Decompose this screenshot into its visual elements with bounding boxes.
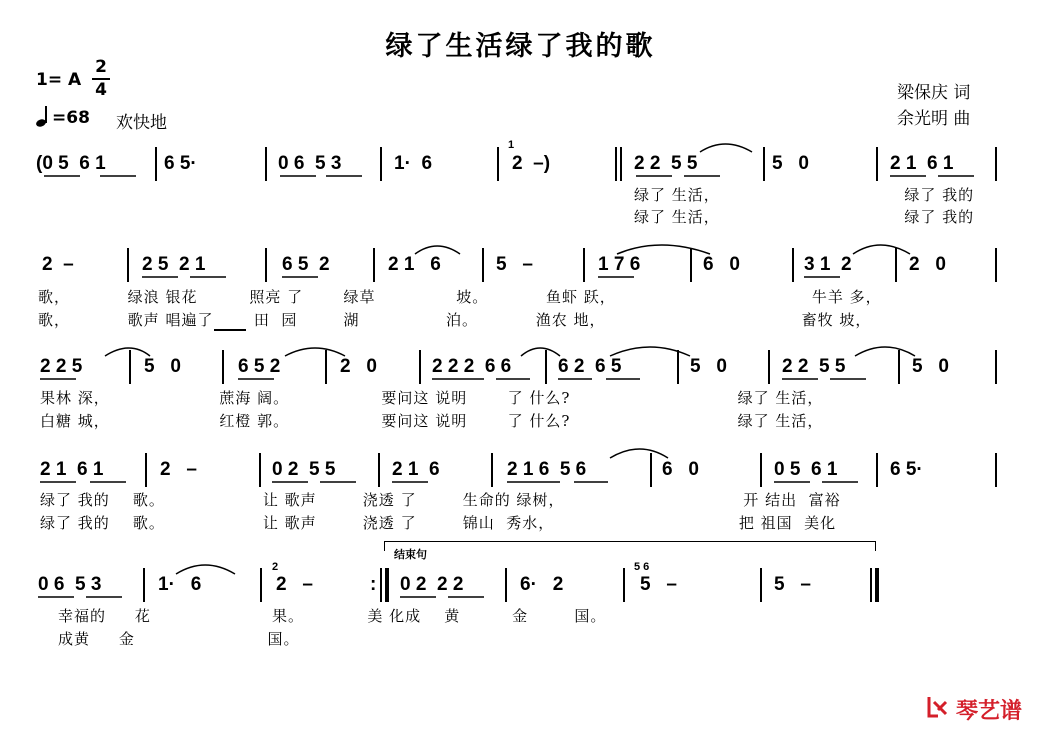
repeat-sign: : [370, 574, 377, 595]
measure-1-1: (0 5 6 1 [36, 153, 106, 174]
measure-4-7: 0 5 6 1 [774, 459, 838, 480]
lyrics-row-1-verse-1: 绿了 生活， 绿了 我的 [634, 186, 975, 204]
lyrics-row-5-verse-1: 幸福的 花 果。 美 化成 黄 金 国。 [58, 607, 607, 625]
lyrics-row-3-verse-1: 果林 深， 蔗海 阔。 要问这 说明 了 什么? 绿了 生活， [40, 389, 824, 407]
measure-4-6: 6 0 [662, 459, 699, 480]
time-signature-top: 2 [95, 57, 107, 77]
volta-1-label: 1 [508, 139, 515, 151]
lyrics-row-5-verse-2: 成黄 金 国。 [58, 630, 300, 648]
measure-5-6: 5 – [640, 574, 677, 595]
measure-2-6: 1 7 6 [598, 254, 641, 275]
measure-3-1: 2 2 5 [40, 356, 83, 377]
measure-3-4: 2 0 [340, 356, 377, 377]
measure-2-7: 6 0 [703, 254, 740, 275]
measure-2-8: 3 1 2 [804, 254, 852, 275]
measure-5-3: 2 – [276, 574, 313, 595]
measure-2-2: 2 5 2 1 [142, 254, 206, 275]
lyrics-row-3-verse-2: 白糖 城， 红橙 郭。 要问这 说明 了 什么? 绿了 生活， [40, 412, 824, 430]
time-signature-bottom: 4 [95, 80, 107, 100]
measure-4-3: 0 2 5 5 [272, 459, 336, 480]
measure-3-7: 5 0 [690, 356, 727, 377]
measure-4-5: 2 1 6 5 6 [507, 459, 587, 480]
measure-2-1: 2 – [42, 254, 74, 275]
lyrics-row-4-verse-1: 绿了 我的 歌。 让 歌声 浇透 了 生命的 绿树， 开 结出 富裕 [40, 491, 841, 509]
measure-1-6: 2 2 5 5 [634, 153, 698, 174]
measure-5-7: 5 – [774, 574, 811, 595]
measure-2-9: 2 0 [909, 254, 946, 275]
measure-3-5: 2 2 2 6 6 [432, 356, 512, 377]
measure-1-2: 6 5· [164, 153, 197, 174]
measure-3-3: 6 5 2 [238, 356, 281, 377]
measure-5-2: 1· 6 [158, 574, 202, 595]
measure-3-2: 5 0 [144, 356, 181, 377]
lyrics-row-2-verse-1: 歌， 绿浪 银花 照亮 了 绿草 坡。 鱼虾 跃， 牛羊 多， [38, 288, 882, 306]
measure-5-5: 6· 2 [520, 574, 564, 595]
measure-1-7: 5 0 [772, 153, 809, 174]
measure-2-4: 2 1 6 [388, 254, 441, 275]
key-signature: 1= A [36, 70, 82, 90]
volta-2-label: 2 [272, 561, 279, 573]
lyrics-row-4-verse-2: 绿了 我的 歌。 让 歌声 浇透 了 锦山 秀水， 把 祖国 美化 [40, 514, 837, 532]
measure-4-8: 6 5· [890, 459, 923, 480]
measure-2-3: 6 5 2 [282, 254, 330, 275]
lyrics-row-1-verse-2: 绿了 生活， 绿了 我的 [634, 208, 975, 226]
measure-4-1: 2 1 6 1 [40, 459, 104, 480]
volta-alt-label: 5 6 [634, 561, 650, 573]
measure-5-1: 0 6 5 3 [38, 574, 102, 595]
measure-1-5: 2 –) [512, 153, 551, 174]
expression-marking: 欢快地 [116, 113, 167, 133]
measure-3-9: 5 0 [912, 356, 949, 377]
measure-1-8: 2 1 6 1 [890, 153, 954, 174]
section-label: 结束句 [394, 548, 427, 561]
measure-2-5: 5 – [496, 254, 533, 275]
measure-4-2: 2 – [160, 459, 197, 480]
watermark-text: 琴艺谱 [956, 699, 1023, 724]
composer-credit: 余光明 曲 [897, 109, 971, 129]
song-title: 绿了生活绿了我的歌 [385, 31, 656, 62]
measure-3-8: 2 2 5 5 [782, 356, 846, 377]
tempo-marking: =68 [52, 108, 90, 128]
measure-4-4: 2 1 6 [392, 459, 440, 480]
measure-1-3: 0 6 5 3 [278, 153, 342, 174]
watermark-logo-icon [926, 694, 954, 720]
lyricist-credit: 梁保庆 词 [897, 83, 971, 103]
lyrics-row-2-verse-2: 歌， 歌声 唱遍了 田 园 湖 泊。 渔农 地， 畜牧 坡， [38, 311, 872, 329]
measure-1-4: 1· 6 [394, 153, 433, 174]
measure-3-6: 6 2 6 5 [558, 356, 622, 377]
measure-5-4: 0 2 2 2 [400, 574, 464, 595]
